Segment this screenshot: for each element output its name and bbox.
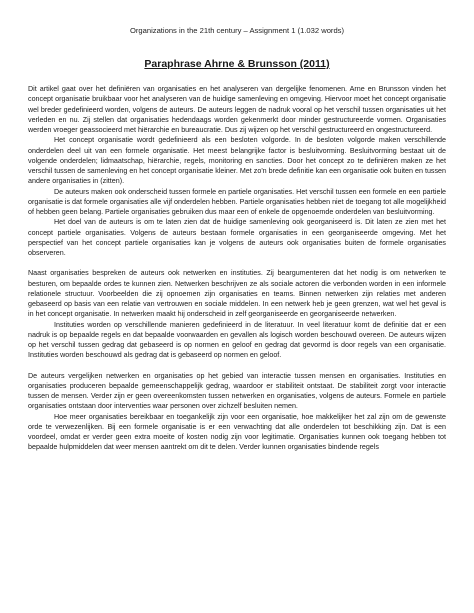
paragraph: Het doel van de auteurs is om te laten zien dat de huidige samenleving ook georganiseerd is. Dit laten ze zien met het concept partiele organisaties. Volgens de auteurs bestaan formele organisaties in een georganiseerde omgeving. Met het perspectief van het concept partiele organisaties kan je volgens de auteurs ook organisaties buiten de formele organisaties observeren. (28, 218, 446, 257)
paragraph: De auteurs maken ook onderscheid tussen formele en partiele organisaties. Het verschil tussen een formele en een partiele organisatie is dat formele organisaties alle vijf onderdelen hebben. Partiele organisaties hebben niet de toegang tot alle mogelijkheid of hebben geen belang. Partiele organisaties gebruiken dus maar een of enkele de opgenoemde onderdelen van besluitvorming. (28, 187, 446, 216)
document-body (28, 84, 446, 453)
paragraph: Naast organisaties bespreken de auteurs ook netwerken en instituties. Zij beargumenteren dat het nodig is om netwerken te besturen, om bepaalde ordes te kunnen zien. Netwerken beschrijven ze als sociale actoren die verbonden worden in een informele relationele structuur. Voorbeelden die zij opnoemen zijn organisaties en teams. Binnen netwerken zijn relaties met anderen gebaseerd op basis van een relatie van vertrouwen en sociale middelen. In een netwerk heb je geen grenzen, wat wel het geval is in het concept organisatie. In netwerken maakt hij onderscheid in zelf georganiseerde en georganiseerde netwerken. (28, 269, 446, 319)
paragraph: Dit artikel gaat over het definiëren van organisaties en het analyseren van dergelijke fenomenen. Arne en Brunsson vinden het concept organisatie bruikbaar voor het analyseren van de huidige samenleving en omgeving. Hiervoor moet het concept organisatie wel breder gedefinieerd worden, volgens de auteurs. De auteurs leggen de nadruk vooral op het verschil tussen organisaties uit het verleden en nu. Zij stellen dat organisaties hedendaags worden gekenmerkt door minder gestructureerde vormen. Organisaties werden vroeger geassocieerd met hiërarchie en bureaucratie. Dus zij wijzen op het verschil gestructureerd en ongestructureerd. (28, 85, 446, 134)
paragraph: Het concept organisatie wordt gedefinieerd als een besloten volgorde. In de besloten volgorde maken verschillende onderdelen deel uit van een formele organisatie. Het meest belangrijke factor is besluitvorming. Besluitvorming bestaat uit de volgende onderdelen; lidmaatschap, hiërarchie, regels, monitoring en sancties. Door het concept zo te definiëren maken ze het verschil tussen de samenleving en het concept organisatie kleiner. Met zo'n brede definitie kan een organisatie ook buiten en tussen andere organisaties in (zitten). (28, 136, 446, 186)
running-header: Organizations in the 21th century – Assignment 1 (1.032 words) (129, 26, 344, 35)
paragraph: Instituties worden op verschillende manieren gedefinieerd in de literatuur. In veel literatuur komt de definitie dat er een nadruk is op bepaalde regels en dat bepaalde voorwaarden en gevallen als logisch worden beschouwd overeen. De auteurs wijzen op het verschil tussen gedrag dat gebaseerd is op normen en geloof en gedrag dat gevormd is door regels van een organisatie. Instituties worden beschouwd als gedrag dat is gebaseerd op normen en geloof. (28, 320, 446, 360)
paragraph: Hoe meer organisaties bereikbaar en toegankelijk zijn voor een organisatie, hoe makkelijker het zal zijn om de gewenste orde te verwezenlijken. Bij een formele organisatie is er een verwachting dat alle onderdelen tot beschikking zijn. Dat is een voordeel, omdat er verder geen extra moeite of kosten nodig zijn voor legitimatie. Organisaties kunnen ook toegang hebben tot bepaalde hulpmiddelen dat weer mensen aantrekt om dit te delen. Verder kunnen organisaties bindende regels (28, 412, 446, 452)
paragraph: De auteurs vergelijken netwerken en organisaties op het gebied van interactie tussen mensen en organisaties. Instituties en organisaties produceren bepaalde gemeenschappelijk gedrag, waardoor er stabiliteit ontstaat. De stabiliteit zorgt voor interactie tussen de mensen. Verder zijn er geen overeenkomsten tussen netwerken en organisaties, volgens de auteurs. Formele en partiele organisaties ontstaan door interventies waar personen over zichzelf besluiten nemen. (28, 371, 446, 411)
document-title: Paraphrase Ahrne & Brunsson (2011) (144, 58, 330, 70)
